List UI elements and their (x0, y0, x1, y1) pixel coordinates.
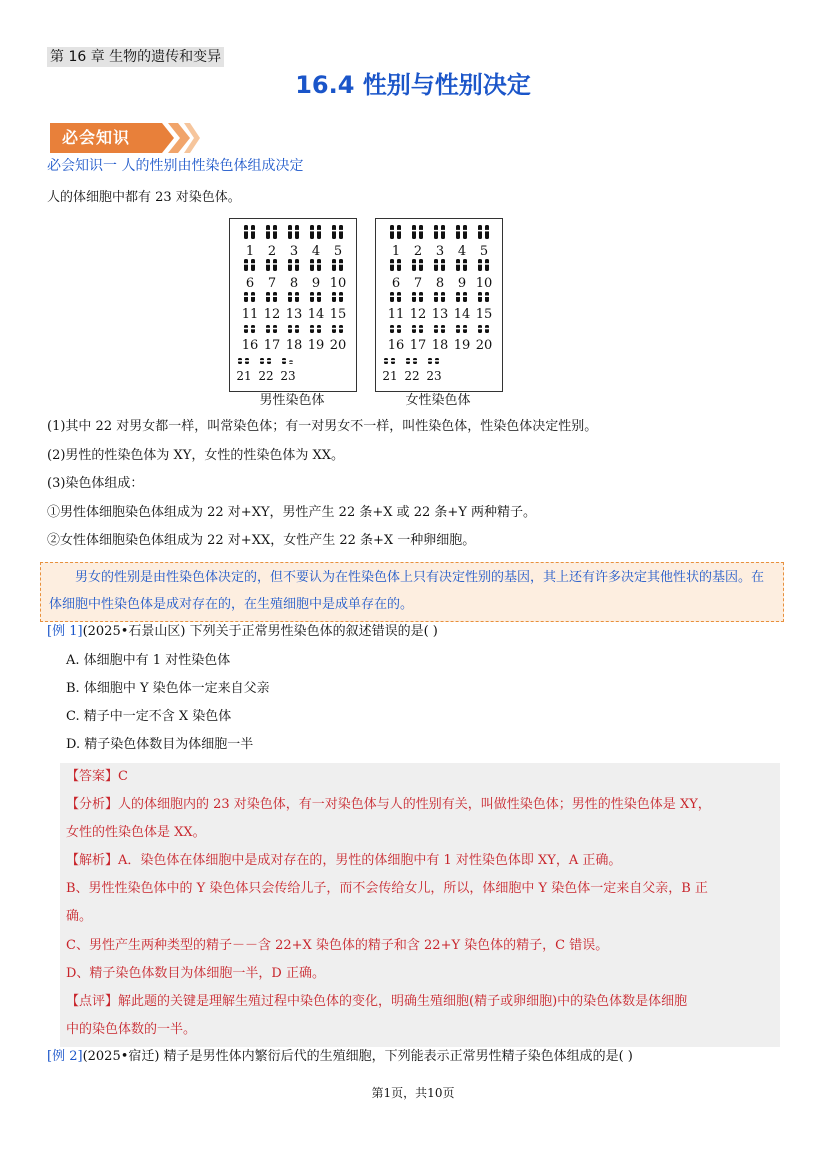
chromosome-number-label: 23 (280, 369, 296, 383)
chromosome-band (433, 328, 439, 330)
chromosome-number-label: 11 (387, 307, 405, 322)
chromosome-band (259, 360, 265, 362)
chromosome-band (338, 328, 344, 330)
chromosome-band (433, 230, 439, 232)
chromosome-band (411, 296, 417, 298)
chromosome-band (396, 296, 402, 298)
chromosome-band (396, 230, 402, 232)
chromosome-glyph (434, 259, 438, 271)
chromosome-band (272, 296, 278, 298)
chromosome-number-label: 5 (479, 244, 489, 259)
chromosome-band (418, 296, 424, 298)
example2-question (47, 1046, 633, 1068)
option-c: C. 精子中一定不含 X 染色体 (66, 709, 232, 724)
chromosome-glyph (244, 225, 248, 239)
option-d: D. 精子染色体数目为体细胞一半 (66, 737, 254, 752)
chromosome-band (265, 263, 271, 265)
chromosome-glyph (310, 225, 314, 239)
point-male-composition: ①男性体细胞染色体组成为 22 对+XY，男性产生 22 条+X 或 22 条+Y 两种精子。 (47, 505, 537, 520)
chromosome-band (265, 328, 271, 330)
chromosome-number-label: 8 (435, 276, 445, 291)
chromosome-band (462, 263, 468, 265)
chromosome-number-label: 12 (263, 307, 281, 322)
chromosome-band (418, 263, 424, 265)
chromosome-band (411, 230, 417, 232)
chromosome-glyph (419, 259, 423, 271)
chromosome-glyph (456, 225, 460, 239)
chromosome-glyph (266, 259, 270, 271)
chromosome-glyph (441, 259, 445, 271)
example1-text: (2025•石景山区) 下列关于正常男性染色体的叙述错误的是( ) (82, 624, 438, 639)
chromosome-glyph (463, 259, 467, 271)
chromosome-band (389, 230, 395, 232)
chromosome-number-label: 16 (241, 338, 259, 353)
chromosome-number-label: 1 (391, 244, 401, 259)
point-female-composition: ②女性体细胞染色体组成为 22 对+XX，女性产生 22 条+X 一种卵细胞。 (47, 533, 476, 548)
chromosome-number-label: 12 (409, 307, 427, 322)
chromosome-band (389, 296, 395, 298)
chromosome-band (477, 296, 483, 298)
chromosome-band (243, 296, 249, 298)
explanation-line: B、男性性染色体中的 Y 染色体只会传给儿子，而不会传给女儿，所以，体细胞中 Y 染色体一定来自父亲，B 正 (66, 881, 708, 896)
chromosome-band (316, 263, 322, 265)
option-b: B. 体细胞中 Y 染色体一定来自父亲 (66, 681, 270, 696)
chromosome-band (243, 328, 249, 330)
chromosome-number-label: 3 (435, 244, 445, 259)
chromosome-glyph (288, 225, 292, 239)
chromosome-band (412, 360, 418, 362)
chromosome-number-label: 20 (475, 338, 493, 353)
chromosome-glyph (317, 259, 321, 271)
chromosome-band (338, 230, 344, 232)
chromosome-band (331, 263, 337, 265)
chromosome-glyph (485, 259, 489, 271)
chromosome-glyph (441, 225, 445, 239)
chromosome-band (309, 263, 315, 265)
chromosome-number-label: 18 (285, 338, 303, 353)
chromosome-number-label: 13 (431, 307, 449, 322)
chromosome-band (266, 360, 272, 362)
chromosome-number-label: 15 (329, 307, 347, 322)
chromosome-number-label: 20 (329, 338, 347, 353)
chromosome-glyph (390, 259, 394, 271)
chromosome-number-label: 1 (245, 244, 255, 259)
chromosome-band (316, 328, 322, 330)
chromosome-glyph (478, 225, 482, 239)
chromosome-number-label: 13 (285, 307, 303, 322)
chromosome-band (287, 263, 293, 265)
explanation-line: 确。 (66, 909, 93, 924)
chromosome-number-label: 22 (404, 369, 420, 383)
chromosome-band (338, 263, 344, 265)
chromosome-band (390, 360, 396, 362)
comment-line: 【点评】解此题的关键是理解生殖过程中染色体的变化，明确生殖细胞(精子或卵细胞)中的染色体数是体细胞 (66, 994, 688, 1009)
male-karyotype-image (230, 219, 356, 391)
chromosome-band (418, 230, 424, 232)
chromosome-glyph (339, 259, 343, 271)
comment-line: 中的染色体数的一半。 (66, 1022, 197, 1037)
chromosome-band (272, 263, 278, 265)
chromosome-number-label: 19 (453, 338, 471, 353)
chromosome-band (440, 296, 446, 298)
chromosome-glyph (419, 225, 423, 239)
chromosome-number-label: 2 (267, 244, 277, 259)
chromosome-number-label: 2 (413, 244, 423, 259)
chromosome-band (484, 230, 490, 232)
chromosome-band (272, 230, 278, 232)
chromosome-band (331, 328, 337, 330)
chromosome-band (396, 263, 402, 265)
chromosome-band (237, 360, 243, 362)
section-badge (50, 123, 200, 153)
point-2: (2)男性的性染色体为 XY，女性的性染色体为 XX。 (47, 448, 345, 463)
chromosome-glyph (244, 259, 248, 271)
chromosome-band (411, 328, 417, 330)
male-karyotype-panel (229, 218, 357, 392)
chromosome-band (434, 360, 440, 362)
chromosome-number-label: 6 (245, 276, 255, 291)
chromosome-band (462, 328, 468, 330)
answer-line: 【答案】C (66, 769, 128, 784)
chromosome-glyph (412, 225, 416, 239)
chromosome-band (309, 296, 315, 298)
chromosome-band (484, 263, 490, 265)
chromosome-band (250, 263, 256, 265)
page-title: 16.4 性别与性别决定 (295, 71, 531, 99)
chromosome-glyph (317, 225, 321, 239)
chromosome-band (294, 296, 300, 298)
chromosome-band (455, 296, 461, 298)
chromosome-number-label: 7 (267, 276, 277, 291)
example1-tag: [例 1] (47, 624, 83, 639)
chromosome-glyph (332, 225, 336, 239)
chromosome-number-label: 9 (457, 276, 467, 291)
chromosome-number-label: 7 (413, 276, 423, 291)
chromosome-band (477, 328, 483, 330)
chromosome-number-label: 18 (431, 338, 449, 353)
chromosome-glyph (339, 225, 343, 239)
chromosome-band (484, 328, 490, 330)
chromosome-glyph (478, 259, 482, 271)
chromosome-band (294, 263, 300, 265)
chromosome-band (405, 360, 411, 362)
chromosome-band (287, 296, 293, 298)
chromosome-band (316, 296, 322, 298)
chromosome-band (455, 263, 461, 265)
chromosome-band (433, 296, 439, 298)
male-caption: 男性染色体 (259, 393, 325, 408)
chromosome-band (309, 230, 315, 232)
chromosome-band (462, 296, 468, 298)
chromosome-glyph (251, 259, 255, 271)
point-3: (3)染色体组成： (47, 476, 144, 491)
chromosome-number-label: 8 (289, 276, 299, 291)
chromosome-number-label: 11 (241, 307, 259, 322)
chromosome-band (250, 328, 256, 330)
chromosome-glyph (332, 259, 336, 271)
chromosome-band (294, 230, 300, 232)
chromosome-band (411, 263, 417, 265)
chromosome-glyph (266, 225, 270, 239)
chromosome-number-label: 14 (453, 307, 471, 322)
chromosome-number-label: 21 (236, 369, 252, 383)
chromosome-band (455, 230, 461, 232)
explanation-line: C、男性产生两种类型的精子－－含 22+X 染色体的精子和含 22+Y 染色体的精子，C 错误。 (66, 938, 609, 953)
chromosome-band (316, 230, 322, 232)
chromosome-band (265, 230, 271, 232)
chromosome-number-label: 16 (387, 338, 405, 353)
chromosome-number-label: 19 (307, 338, 325, 353)
chromosome-band (477, 263, 483, 265)
chromosome-glyph (251, 225, 255, 239)
chromosome-glyph (273, 259, 277, 271)
example2-tag: [例 2] (47, 1049, 83, 1064)
chromosome-glyph (273, 225, 277, 239)
chromosome-glyph (295, 225, 299, 239)
chromosome-number-label: 6 (391, 276, 401, 291)
chromosome-number-label: 17 (409, 338, 427, 353)
chromosome-glyph (310, 259, 314, 271)
section-heading: 必会知识一 人的性别由性染色体组成决定 (47, 158, 304, 174)
chromosome-band (287, 328, 293, 330)
female-karyotype-panel (375, 218, 503, 392)
chromosome-band (440, 230, 446, 232)
chapter-label: 第 16 章 生物的遗传和变异 (47, 47, 224, 67)
point-1: (1)其中 22 对男女都一样，叫常染色体；有一对男女不一样，叫性染色体，性染色体决定性别。 (47, 419, 598, 434)
chromosome-band (389, 328, 395, 330)
chromosome-band (244, 360, 250, 362)
chromosome-band (331, 296, 337, 298)
chromosome-glyph (288, 259, 292, 271)
chromosome-glyph (397, 259, 401, 271)
notice-box: 男女的性别是由性染色体决定的，但不要认为在性染色体上只有决定性别的基因，其上还有许多决定其他性状的基因。在体细胞中性染色体是成对存在的，在生殖细胞中是成单存在的。 (40, 562, 784, 622)
chromosome-band (484, 296, 490, 298)
chromosome-band (455, 328, 461, 330)
chromosome-band (265, 296, 271, 298)
chromosome-band (440, 263, 446, 265)
chromosome-number-label: 14 (307, 307, 325, 322)
chromosome-glyph (397, 225, 401, 239)
chromosome-number-label: 5 (333, 244, 343, 259)
badge-label: 必会知识 (62, 128, 131, 147)
chromosome-number-label: 23 (426, 369, 442, 383)
chromosome-glyph (295, 259, 299, 271)
chromosome-glyph (412, 259, 416, 271)
chromosome-number-label: 9 (311, 276, 321, 291)
chromosome-number-label: 4 (457, 244, 467, 259)
chromosome-number-label: 3 (289, 244, 299, 259)
chromosome-band (383, 360, 389, 362)
chromosome-band (250, 230, 256, 232)
chromosome-number-label: 15 (475, 307, 493, 322)
page-footer: 第1页，共10页 (371, 1086, 455, 1100)
chromosome-band (433, 263, 439, 265)
female-karyotype-image (376, 219, 502, 391)
chromosome-number-label: 21 (382, 369, 398, 383)
example2-text: (2025•宿迁) 精子是男性体内繁衍后代的生殖细胞，下列能表示正常男性精子染色体组成的是( ) (82, 1049, 633, 1064)
chromosome-band (440, 328, 446, 330)
chromosome-band (243, 263, 249, 265)
chromosome-glyph (485, 225, 489, 239)
chromosome-band (331, 230, 337, 232)
option-a: A. 体细胞中有 1 对性染色体 (66, 653, 231, 668)
explanation-line: 【解析】A．染色体在体细胞中是成对存在的，男性的体细胞中有 1 对性染色体即 XY，A 正确。 (66, 853, 622, 868)
chromosome-band (243, 230, 249, 232)
chromosome-band (477, 230, 483, 232)
chromosome-band (272, 328, 278, 330)
chromosome-glyph (456, 259, 460, 271)
chromosome-band (427, 360, 433, 362)
chromosome-band (287, 230, 293, 232)
chromosome-band (288, 362, 294, 364)
chromosome-glyph (463, 225, 467, 239)
chromosome-number-label: 10 (475, 276, 493, 291)
chromosome-number-label: 4 (311, 244, 321, 259)
chromosome-glyph (434, 225, 438, 239)
chromosome-number-label: 22 (258, 369, 274, 383)
analysis-line: 女性的性染色体是 XX。 (66, 825, 206, 840)
chromosome-glyph (390, 225, 394, 239)
chromosome-band (418, 328, 424, 330)
chromosome-band (389, 263, 395, 265)
chromosome-band (338, 296, 344, 298)
chromosome-band (250, 296, 256, 298)
chromosome-band (396, 328, 402, 330)
chromosome-band (462, 230, 468, 232)
chromosome-number-label: 10 (329, 276, 347, 291)
example1-question (47, 621, 438, 643)
chromosome-band (294, 328, 300, 330)
chromosome-band (309, 328, 315, 330)
female-caption: 女性染色体 (405, 393, 471, 408)
analysis-line: 【分析】人的体细胞内的 23 对染色体，有一对染色体与人的性别有关，叫做性染色体；男性的性染色体是 XY， (66, 797, 711, 812)
chromosome-band (281, 360, 287, 362)
intro-text: 人的体细胞中都有 23 对染色体。 (47, 190, 241, 205)
explanation-line: D、精子染色体数目为体细胞一半，D 正确。 (66, 966, 325, 981)
chromosome-number-label: 17 (263, 338, 281, 353)
